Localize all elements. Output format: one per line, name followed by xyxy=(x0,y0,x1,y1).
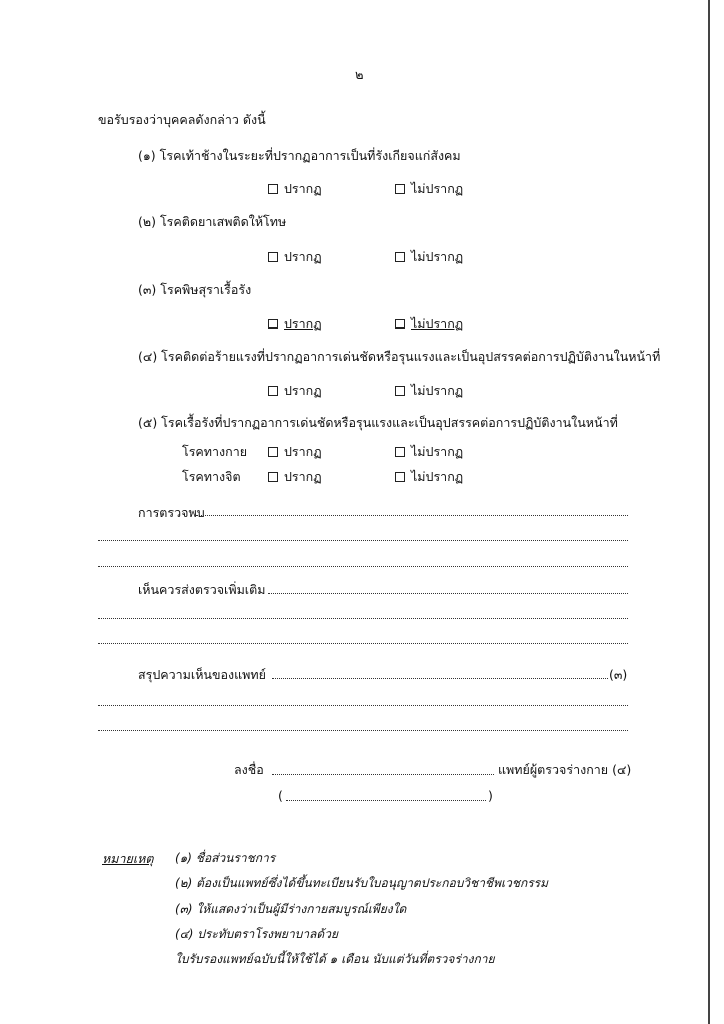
printed-name-line[interactable] xyxy=(286,800,486,801)
summary-ref: (๓) xyxy=(609,667,628,682)
summary-label: สรุปความเห็นของแพทย์ xyxy=(138,667,266,682)
checkbox[interactable] xyxy=(268,319,278,329)
notes-heading: หมายเหตุ xyxy=(102,851,154,866)
item-3-present-option[interactable]: ปรากฏ xyxy=(268,314,322,334)
checkbox[interactable] xyxy=(395,472,405,482)
item-1-title: (๑) โรคเท้าช้างในระยะที่ปรากฏอาการเป็นที่รังเกียจแก่สังคม xyxy=(138,148,461,163)
item-2-present-option[interactable]: ปรากฏ xyxy=(268,247,322,267)
item-2-absent-option[interactable]: ไม่ปรากฏ xyxy=(395,247,463,267)
item-1-absent-option[interactable]: ไม่ปรากฏ xyxy=(395,179,463,199)
item-1-present-option[interactable]: ปรากฏ xyxy=(268,179,322,199)
further-exam-line[interactable] xyxy=(98,618,628,619)
note-line: (๓) ให้แสดงว่าเป็นผู้มีร่างกายสมบูรณ์เพียงใด xyxy=(175,902,407,916)
checkbox[interactable] xyxy=(395,184,405,194)
checkbox[interactable] xyxy=(268,472,278,482)
physical-absent-option[interactable]: ไม่ปรากฏ xyxy=(395,442,463,462)
checkbox[interactable] xyxy=(268,184,278,194)
item-2-title: (๒) โรคติดยาเสพติดให้โทษ xyxy=(138,214,287,229)
findings-label: การตรวจพบ xyxy=(138,505,205,520)
page-number: ๒ xyxy=(355,68,364,83)
further-exam-label: เห็นควรส่งตรวจเพิ่มเติม xyxy=(138,582,266,597)
name-paren-close: ) xyxy=(488,788,493,803)
checkbox[interactable] xyxy=(395,319,405,329)
item-3-absent-option[interactable]: ไม่ปรากฏ xyxy=(395,314,463,334)
item-5-title: (๕) โรคเรื้อรังที่ปรากฏอาการเด่นชัดหรือรุนแรงและเป็นอุปสรรคต่อการปฏิบัติงานในหน้าที่ xyxy=(138,415,618,430)
mental-absent-option[interactable]: ไม่ปรากฏ xyxy=(395,467,463,487)
further-exam-line[interactable] xyxy=(98,643,628,644)
checkbox[interactable] xyxy=(268,386,278,396)
note-line: ใบรับรองแพทย์ฉบับนี้ให้ใช้ได้ ๑ เดือน นับแต่วันที่ตรวจร่างกาย xyxy=(175,952,495,966)
checkbox[interactable] xyxy=(395,447,405,457)
checkbox[interactable] xyxy=(395,252,405,262)
page-right-edge xyxy=(708,0,710,1024)
item-4-title: (๔) โรคติดต่อร้ายแรงที่ปรากฏอาการเด่นชัดหรือรุนแรงและเป็นอุปสรรคต่อการปฏิบัติงานในหน้าที่ xyxy=(138,349,661,364)
physical-present-option[interactable]: ปรากฏ xyxy=(268,442,322,462)
summary-line[interactable] xyxy=(98,705,628,706)
examiner-role: แพทย์ผู้ตรวจร่างกาย (๔) xyxy=(498,762,632,777)
checkbox[interactable] xyxy=(268,447,278,457)
signature-line[interactable] xyxy=(272,774,494,775)
item-4-present-option[interactable]: ปรากฏ xyxy=(268,381,322,401)
sign-label: ลงชื่อ xyxy=(234,762,264,777)
physical-label: โรคทางกาย xyxy=(182,444,248,459)
summary-line[interactable] xyxy=(98,730,628,731)
further-exam-line[interactable] xyxy=(268,593,628,594)
intro-text: ขอรับรองว่าบุคคลดังกล่าว ดังนี้ xyxy=(98,112,266,127)
item-3-title: (๓) โรคพิษสุราเรื้อรัง xyxy=(138,282,252,297)
mental-label: โรคทางจิต xyxy=(182,469,241,484)
findings-line[interactable] xyxy=(98,566,628,567)
checkbox[interactable] xyxy=(395,386,405,396)
note-line: (๔) ประทับตราโรงพยาบาลด้วย xyxy=(175,927,338,941)
summary-line[interactable] xyxy=(272,678,608,679)
findings-line[interactable] xyxy=(196,515,628,516)
name-paren-open: ( xyxy=(278,788,283,803)
note-line: (๑) ชื่อส่วนราชการ xyxy=(175,851,276,865)
note-line: (๒) ต้องเป็นแพทย์ซึ่งได้ขึ้นทะเบียนรับใบอนุญาตประกอบวิชาชีพเวชกรรม xyxy=(175,876,549,890)
item-4-absent-option[interactable]: ไม่ปรากฏ xyxy=(395,381,463,401)
mental-present-option[interactable]: ปรากฏ xyxy=(268,467,322,487)
findings-line[interactable] xyxy=(98,540,628,541)
checkbox[interactable] xyxy=(268,252,278,262)
